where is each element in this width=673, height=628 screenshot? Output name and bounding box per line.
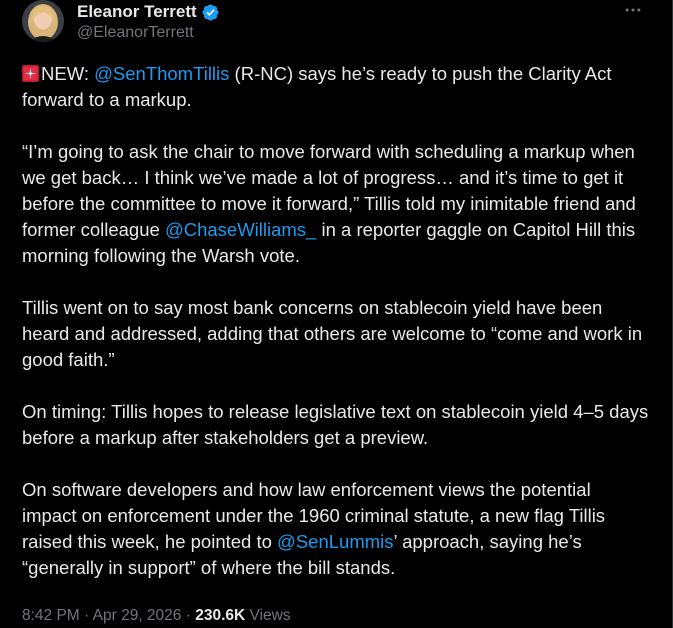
tweet-paragraph-2: [22, 139, 650, 269]
meta-separator: ·: [79, 607, 93, 624]
more-horizontal-icon[interactable]: [622, 0, 644, 20]
tweet-paragraph-5: [22, 477, 650, 581]
avatar-image: [22, 0, 64, 42]
mention-link[interactable]: @SenLummis: [277, 531, 394, 552]
meta-separator: ·: [181, 607, 196, 624]
timestamp-date[interactable]: Apr 29, 2026: [92, 607, 182, 624]
tweet-text-segment: ’ approach, saying he’s “generally in support” of where the bill stands.: [22, 531, 582, 578]
author-name[interactable]: Eleanor Terrett: [77, 2, 197, 21]
tweet-text-segment: On software developers and how law enforcement views the potential impact on enforcement under the 1960 criminal statute, a new flag Tillis raised this week, he pointed to: [22, 479, 606, 552]
rotating-light-icon: [22, 63, 39, 80]
tweet-paragraph-4: [22, 399, 650, 451]
views-label: Views: [245, 607, 291, 624]
author-block: [77, 0, 220, 42]
avatar[interactable]: [22, 0, 64, 42]
mention-link[interactable]: @ChaseWilliams_: [164, 219, 317, 240]
tweet-text: [22, 61, 650, 607]
tweet-text-segment: (R-NC) says he’s ready to push the Clarity Act forward to a markup.: [22, 63, 612, 110]
tweet-paragraph-3: [22, 295, 650, 373]
author-handle[interactable]: @EleanorTerrett: [77, 24, 194, 41]
tweet-text-segment: “I’m going to ask the chair to move forward with scheduling a markup when we get back… I think we’ve made a lot of progress… and it’s time to get it before the committee to move it forward,” Tillis told my inimitable friend and former colleague: [22, 141, 636, 240]
tweet-text-segment: On timing: Tillis hopes to release legislative text on stablecoin yield 4–5 days before a markup after stakeholders get a preview.: [22, 401, 649, 448]
tweet-text-segment: NEW:: [41, 63, 95, 84]
verified-badge-icon[interactable]: [201, 3, 220, 22]
views-count: 230.6K: [195, 607, 246, 624]
timestamp-time[interactable]: 8:42 PM: [22, 607, 80, 624]
tweet-paragraph-1: [22, 61, 650, 113]
tweet-meta: [22, 607, 291, 625]
tweet-text-segment: in a reporter gaggle on Capitol Hill this morning following the Warsh vote.: [22, 219, 636, 266]
author-name-row: [77, 1, 220, 23]
tweet-text-segment: Tillis went on to say most bank concerns on stablecoin yield have been heard and addressed, adding that others are welcome to “come and work in good faith.”: [22, 297, 643, 370]
mention-link[interactable]: @SenThomTillis: [94, 63, 230, 84]
